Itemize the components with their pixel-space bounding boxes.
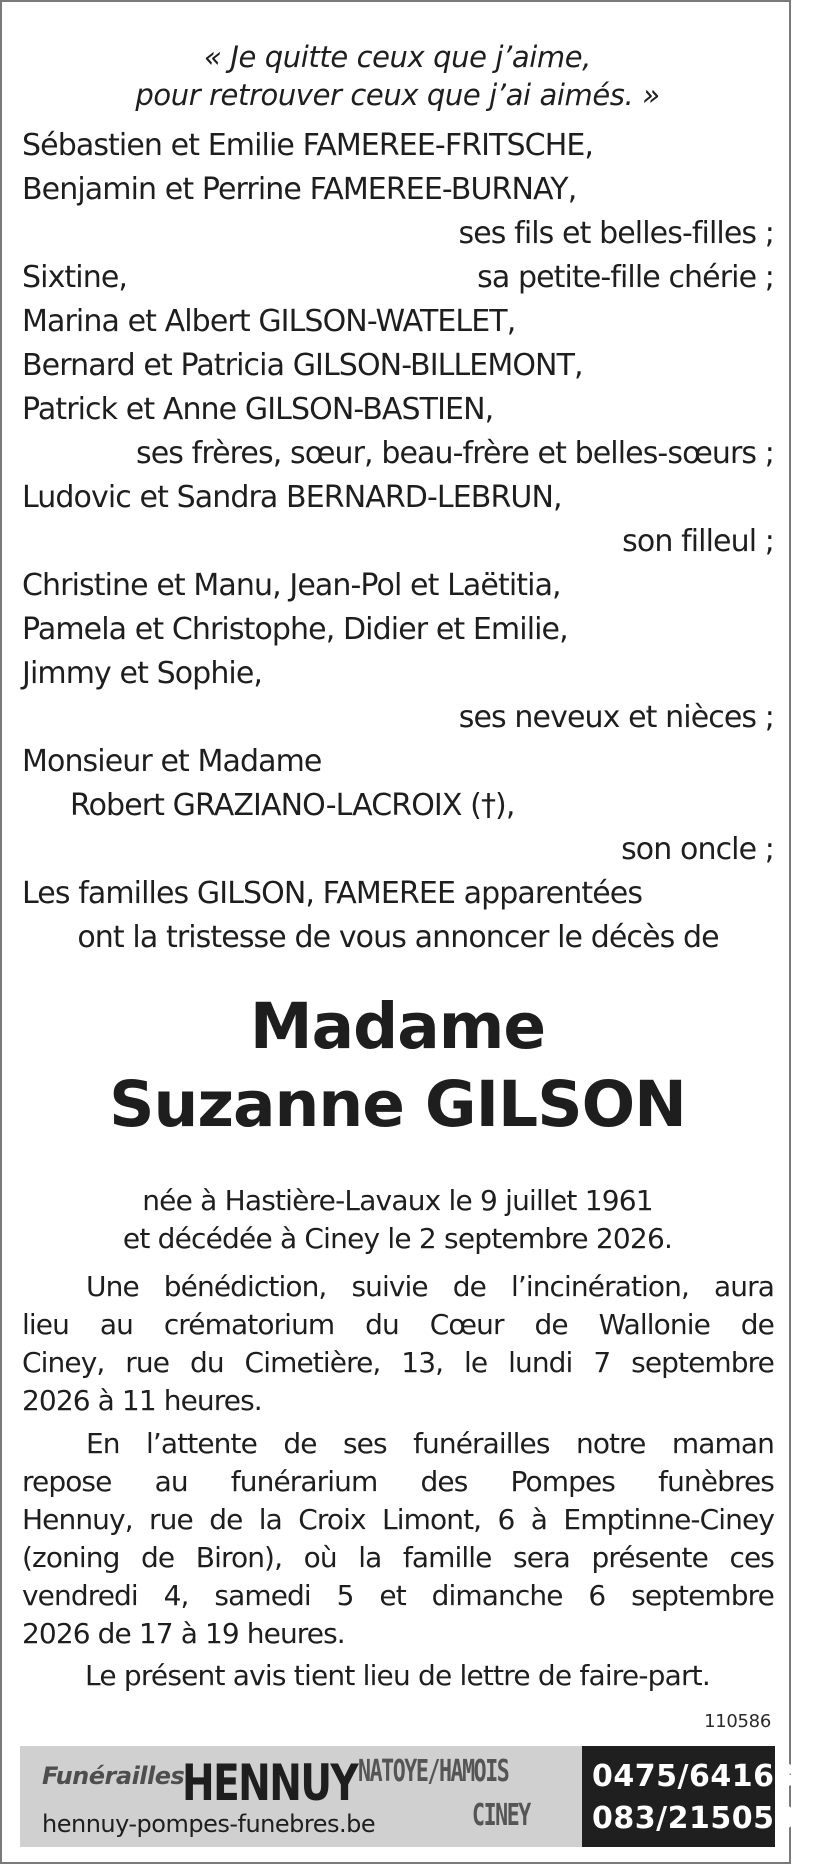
paragraph-line: lieu au crématorium du Cœur de Wallonie de bbox=[22, 1308, 774, 1341]
family-line: Robert GRAZIANO-LACROIX (†), bbox=[70, 788, 515, 823]
deceased-name-block bbox=[2, 988, 793, 1144]
family-member: Sixtine, bbox=[22, 260, 128, 295]
epigraph-line: « Je quitte ceux que j’aime, bbox=[204, 40, 591, 74]
paragraph-line: Ciney, rue du Cimetière, 13, le lundi 7 septembre bbox=[22, 1346, 774, 1379]
family-line: Bernard et Patricia GILSON-BILLEMONT, bbox=[22, 348, 583, 383]
website-link[interactable]: hennuy-pompes-funebres.be bbox=[42, 1810, 376, 1838]
date-line: née à Hastière-Lavaux le 9 juillet 1961 bbox=[142, 1184, 653, 1217]
paragraph-line: (zoning de Biron), où la famille sera présente ces bbox=[22, 1541, 774, 1574]
paragraph-line: Hennuy, rue de la Croix Limont, 6 à Emptinne-Ciney bbox=[22, 1503, 774, 1536]
deceased-title: Madame bbox=[249, 990, 546, 1063]
family-line: Monsieur et Madame bbox=[22, 744, 322, 779]
location-label: NATOYE/HAMOIS bbox=[358, 1754, 509, 1789]
location-label: CINEY bbox=[472, 1798, 530, 1833]
funerailles-label: Funérailles bbox=[42, 1762, 185, 1790]
phone-block bbox=[582, 1746, 817, 1847]
family-relation: ses neveux et nièces ; bbox=[458, 700, 774, 735]
family-line: Pamela et Christophe, Didier et Emilie, bbox=[22, 612, 568, 647]
deceased-name: Suzanne GILSON bbox=[109, 1068, 686, 1141]
family-line: Les familles GILSON, FAMEREE apparentées bbox=[22, 876, 643, 911]
announcement-line: ont la tristesse de vous annoncer le décès de bbox=[77, 920, 719, 955]
family-relation: sa petite-fille chérie ; bbox=[477, 260, 774, 295]
family-line: Christine et Manu, Jean-Pol et Laëtitia, bbox=[22, 568, 561, 603]
phone-number[interactable]: 0475/641682 bbox=[592, 1759, 817, 1794]
birth-death-dates bbox=[2, 1182, 793, 1258]
funeral-home-logo: HENNUY bbox=[182, 1754, 358, 1812]
phone-number[interactable]: 083/215050 bbox=[592, 1801, 796, 1836]
family-line: Ludovic et Sandra BERNARD-LEBRUN, bbox=[22, 480, 562, 515]
family-line bbox=[22, 256, 774, 300]
family-line: Jimmy et Sophie, bbox=[22, 656, 263, 691]
family-line: Patrick et Anne GILSON-BASTIEN, bbox=[22, 392, 494, 427]
paragraph-line: vendredi 4, samedi 5 et dimanche 6 septembre bbox=[22, 1579, 774, 1612]
epigraph-quote bbox=[2, 38, 793, 114]
family-relation: ses frères, sœur, beau-frère et belles-sœurs ; bbox=[136, 436, 774, 471]
paragraph-line: Une bénédiction, suivie de l’incinération, aura bbox=[86, 1270, 774, 1303]
paragraph-line: En l’attente de ses funérailles notre maman bbox=[86, 1427, 774, 1460]
family-line: Benjamin et Perrine FAMEREE-BURNAY, bbox=[22, 172, 577, 207]
paragraph-line: repose au funérarium des Pompes funèbres bbox=[22, 1465, 774, 1498]
epigraph-line: pour retrouver ceux que j’ai aimés. » bbox=[135, 78, 660, 112]
family-line: Sébastien et Emilie FAMEREE-FRITSCHE, bbox=[22, 128, 594, 163]
family-line: Marina et Albert GILSON-WATELET, bbox=[22, 304, 516, 339]
ceremony-paragraph bbox=[22, 1268, 774, 1420]
reference-number: 110586 bbox=[704, 1711, 771, 1732]
visitation-paragraph bbox=[22, 1425, 774, 1653]
family-relation: son filleul ; bbox=[622, 524, 774, 559]
paragraph-line: 2026 de 17 à 19 heures. bbox=[22, 1617, 345, 1650]
date-line: et décédée à Ciney le 2 septembre 2026. bbox=[122, 1222, 673, 1255]
family-relation: son oncle ; bbox=[621, 832, 774, 867]
paragraph-line: 2026 à 11 heures. bbox=[22, 1384, 262, 1417]
family-list bbox=[22, 124, 774, 960]
funeral-home-banner bbox=[20, 1746, 817, 1847]
closing-note: Le présent avis tient lieu de lettre de faire-part. bbox=[85, 1659, 710, 1692]
family-relation: ses fils et belles-filles ; bbox=[458, 216, 774, 251]
